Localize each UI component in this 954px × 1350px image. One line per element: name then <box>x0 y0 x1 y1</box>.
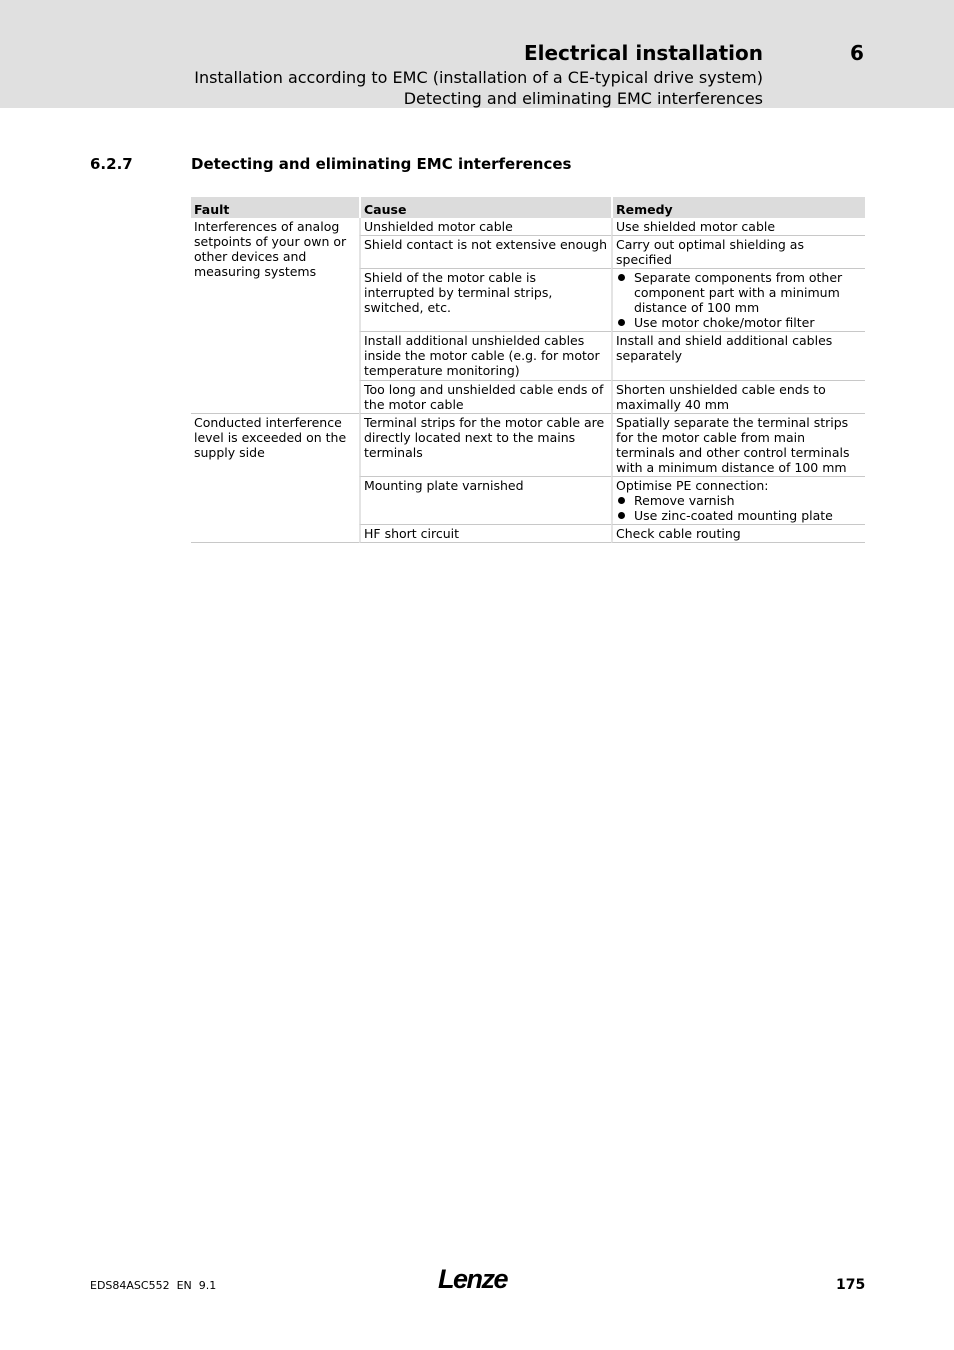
bullet-item: Use motor choke/motor filter <box>616 315 862 330</box>
header-subtitle: Installation according to EMC (installation of a CE-typical drive system) <box>194 68 763 87</box>
cause-cell: Install additional unshielded cables inside the motor cable (e.g. for motor temperature monitoring) <box>359 332 611 381</box>
chapter-title: Electrical installation <box>523 41 763 65</box>
remedy-cell <box>611 477 865 525</box>
document-id: EDS84ASC552 EN 9.1 <box>90 1279 217 1292</box>
page-number: 175 <box>836 1277 866 1293</box>
bullet-item: Separate components from other component part with a minimum distance of 100 mm <box>616 270 862 315</box>
section-title: Detecting and eliminating EMC interferences <box>191 155 572 173</box>
cause-cell: HF short circuit <box>359 525 611 543</box>
remedy-cell: Carry out optimal shielding as specified <box>611 236 865 269</box>
table-header-row <box>191 197 865 218</box>
cause-cell: Too long and unshielded cable ends of the motor cable <box>359 381 611 414</box>
lenze-logo-text: Lenze <box>438 1264 508 1294</box>
remedy-cell: Install and shield additional cables separately <box>611 332 865 381</box>
bullet-item: Remove varnish <box>616 493 862 508</box>
cause-cell: Unshielded motor cable <box>359 218 611 236</box>
table-row <box>191 218 865 236</box>
section-number: 6.2.7 <box>90 155 133 173</box>
remedy-cell: Shorten unshielded cable ends to maximally 40 mm <box>611 381 865 414</box>
remedy-bullet-list <box>616 270 862 330</box>
header-subtitle-section: Detecting and eliminating EMC interferences <box>403 89 763 108</box>
fault-cell: Conducted interference level is exceeded on the supply side <box>191 414 359 543</box>
remedy-cell <box>611 269 865 332</box>
column-header-fault: Fault <box>191 197 359 218</box>
column-header-remedy: Remedy <box>611 197 865 218</box>
chapter-number: 6 <box>850 41 864 65</box>
bullet-item: Use zinc-coated mounting plate <box>616 508 862 523</box>
cause-cell: Shield contact is not extensive enough <box>359 236 611 269</box>
cause-cell: Mounting plate varnished <box>359 477 611 525</box>
remedy-cell: Check cable routing <box>611 525 865 543</box>
fault-cell: Interferences of analog setpoints of your own or other devices and measuring systems <box>191 218 359 414</box>
remedy-cell: Spatially separate the terminal strips for the motor cable from main terminals and other control terminals with a minimum distance of 100 mm <box>611 414 865 477</box>
column-header-cause: Cause <box>359 197 611 218</box>
lenze-logo <box>438 1264 514 1294</box>
cause-cell: Terminal strips for the motor cable are directly located next to the mains terminals <box>359 414 611 477</box>
cause-cell: Shield of the motor cable is interrupted by terminal strips, switched, etc. <box>359 269 611 332</box>
table-row <box>191 414 865 477</box>
remedy-intro: Optimise PE connection: <box>616 478 769 493</box>
remedy-cell: Use shielded motor cable <box>611 218 865 236</box>
remedy-bullet-list <box>616 493 862 523</box>
emc-interference-table <box>191 197 865 543</box>
